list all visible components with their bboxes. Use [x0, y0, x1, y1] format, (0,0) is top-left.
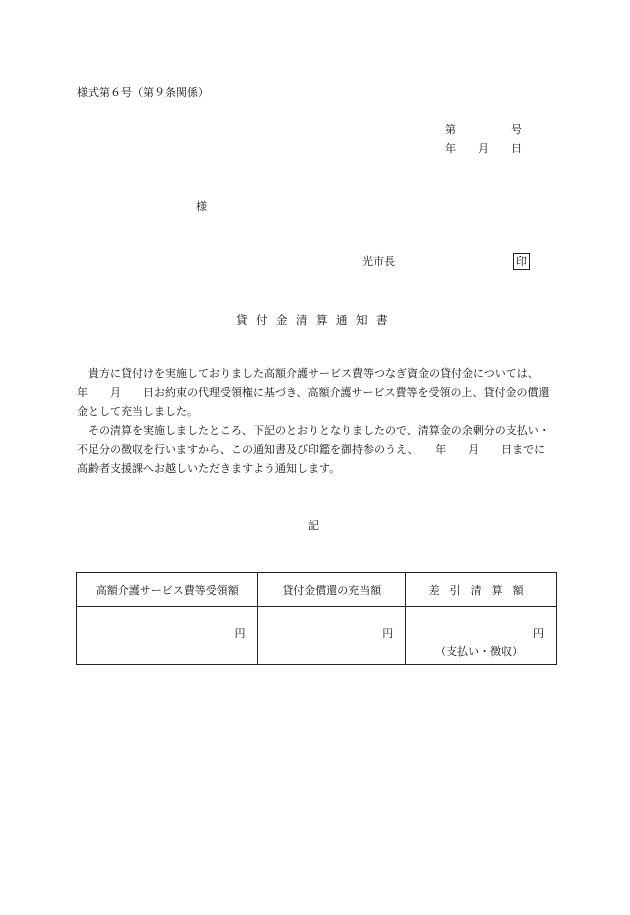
issuer-name: 光市長 [362, 255, 395, 268]
table-row [77, 607, 557, 665]
settlement-table [76, 572, 557, 665]
cell-settlement-amount [406, 607, 557, 665]
payment-collection-note: （支払い・徴収） [435, 645, 524, 658]
cell-repayment-amount [258, 607, 406, 665]
notice-body [77, 364, 554, 478]
addressee-suffix: 様 [196, 200, 207, 213]
unit-yen: 円 [533, 627, 544, 640]
unit-yen: 円 [234, 627, 246, 640]
body-paragraph-1: 貴方に貸付けを実施しておりました高額介護サービス費等つなぎ資金の貸付金については、 年 月 日お約束の代理受領権に基づき、高額介護サービス費等を受領の上、貸付金の償還金として充当しました。 [77, 367, 556, 418]
header-received-amount: 高額介護サービス費等受領額 [77, 573, 258, 607]
document-date: 年 月 日 [445, 142, 522, 155]
form-number: 様式第６号（第９条関係） [77, 86, 209, 99]
header-settlement-amount: 差引清算額 [406, 573, 557, 607]
document-title: 貸付金清算通知書 [236, 313, 396, 327]
cell-received-amount [77, 607, 258, 665]
unit-yen: 円 [382, 627, 394, 640]
body-paragraph-2: その清算を実施しましたところ、下記のとおりとなりましたので、清算金の余剰分の支払い・不足分の徴収を行いますから、この通知書及び印鑑を御持参のうえ、 年 月 日までに高齢者支援課へお越しいただきますよう通知します。 [77, 424, 550, 475]
document-number: 第 号 [445, 123, 522, 136]
seal-stamp: 印 [513, 253, 530, 270]
table-header-row [77, 573, 557, 607]
header-repayment-amount: 貸付金償還の充当額 [258, 573, 406, 607]
ki-heading: 記 [308, 519, 319, 532]
